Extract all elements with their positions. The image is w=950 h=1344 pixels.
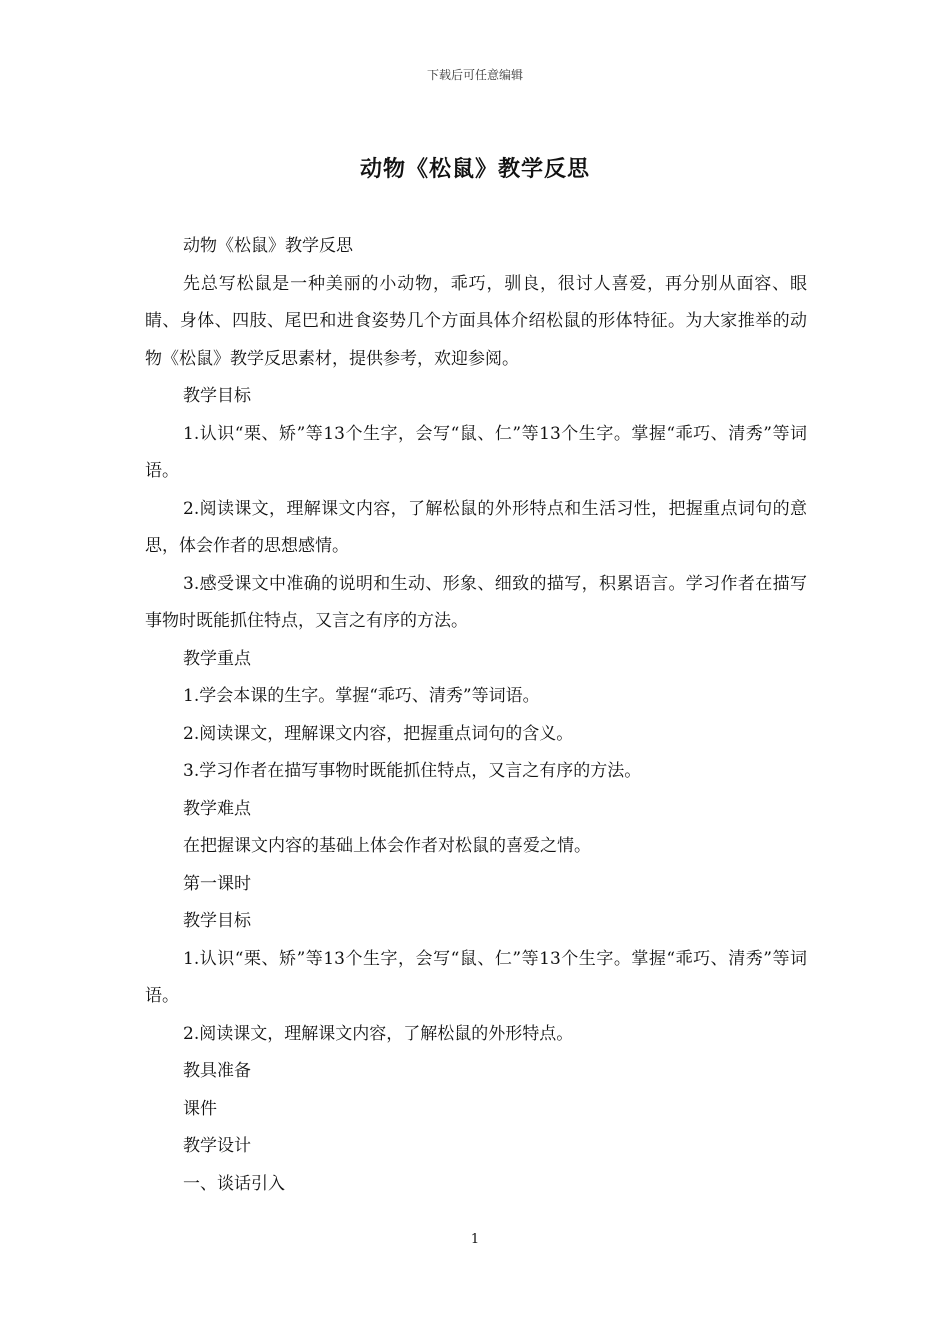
document-body <box>145 228 807 1203</box>
section-heading: 教学目标 <box>183 386 251 406</box>
header-note: 下载后可任意编辑 <box>426 68 523 82</box>
paragraph: 1.学会本课的生字。掌握“乖巧、清秀”等词语。 <box>183 686 540 706</box>
paragraph: 先总写松鼠是一种美丽的小动物，乖巧，驯良，很讨人喜爱，再分别从面容、眼睛、身体、四肢、尾巴和进食姿势几个方面具体介绍松鼠的形体特征。为大家推举的动物《松鼠》教学反思素材，提供参考，欢迎参阅。 <box>145 273 807 369</box>
section-heading: 教具准备 <box>183 1061 251 1081</box>
section-heading: 教学难点 <box>183 798 251 819</box>
paragraph: 2.阅读课文，理解课文内容，把握重点词句的含义。 <box>183 723 574 744</box>
paragraph: 课件 <box>183 1098 217 1119</box>
section-heading: 教学设计 <box>183 1136 251 1156</box>
section-heading: 教学重点 <box>183 648 251 669</box>
paragraph: 1.认识“栗、矫”等13个生字，会写“鼠、仁”等13个生字。掌握“乖巧、清秀”等词语。 <box>145 948 807 1006</box>
section-heading: 一、谈话引入 <box>183 1173 285 1194</box>
paragraph: 动物《松鼠》教学反思 <box>183 236 353 256</box>
document-title: 动物《松鼠》教学反思 <box>359 156 590 182</box>
paragraph: 2.阅读课文，理解课文内容，了解松鼠的外形特点。 <box>183 1023 574 1044</box>
paragraph: 3.学习作者在描写事物时既能抓住特点，又言之有序的方法。 <box>183 761 642 781</box>
section-heading: 第一课时 <box>183 873 251 894</box>
paragraph: 3.感受课文中准确的说明和生动、形象、细致的描写，积累语言。学习作者在描写事物时既能抓住特点，又言之有序的方法。 <box>145 573 807 631</box>
paragraph: 2.阅读课文，理解课文内容，了解松鼠的外形特点和生活习性，把握重点词句的意思，体会作者的思想感情。 <box>145 498 807 556</box>
paragraph: 1.认识“栗、矫”等13个生字，会写“鼠、仁”等13个生字。掌握“乖巧、清秀”等词语。 <box>145 423 807 481</box>
paragraph: 在把握课文内容的基础上体会作者对松鼠的喜爱之情。 <box>183 836 591 856</box>
page-number: 1 <box>470 1232 480 1247</box>
section-heading: 教学目标 <box>183 911 251 931</box>
